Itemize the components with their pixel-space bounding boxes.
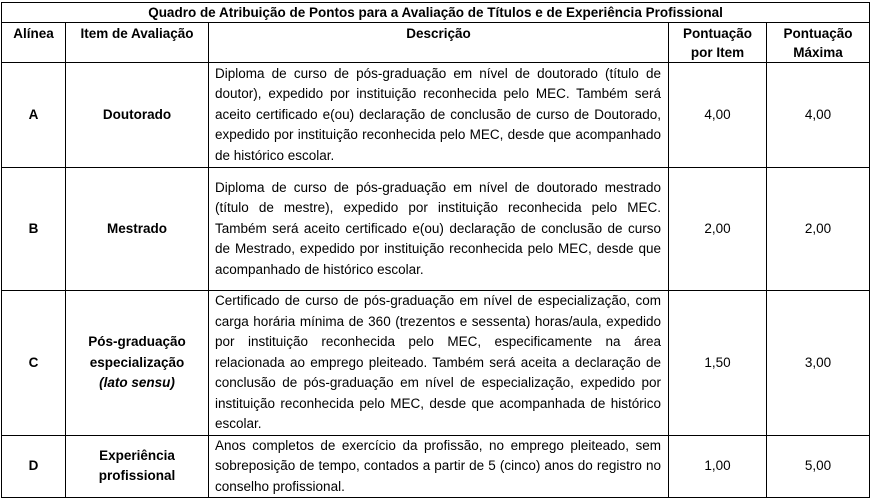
cell-item-line2: especialização	[89, 354, 185, 370]
header-row	[2, 23, 870, 63]
cell-pontuacao-maxima: 4,00	[767, 63, 870, 168]
cell-pontuacao-item: 2,00	[669, 168, 767, 291]
header-item: Item de Avaliação	[66, 23, 209, 63]
cell-alinea: A	[2, 63, 66, 168]
header-alinea: Alínea	[2, 23, 66, 63]
cell-item: Mestrado	[66, 168, 209, 291]
cell-pontuacao-item: 1,00	[669, 435, 767, 498]
header-pontuacao-max-line2: Máxima	[793, 45, 843, 60]
table-row	[2, 435, 870, 498]
cell-pontuacao-maxima: 2,00	[767, 168, 870, 291]
cell-item-line2: profissional	[98, 468, 176, 484]
table-title: Quadro de Atribuição de Pontos para a Avaliação de Títulos e de Experiência Profissional	[2, 3, 870, 23]
cell-pontuacao-maxima: 3,00	[767, 291, 870, 436]
table-row	[2, 291, 870, 436]
header-pontuacao-item-line2: por Item	[690, 45, 745, 60]
cell-item-line3: (lato sensu)	[99, 375, 175, 390]
cell-item: Doutorado	[66, 63, 209, 168]
table-row	[2, 63, 870, 168]
header-descricao: Descrição	[209, 23, 669, 63]
cell-alinea: D	[2, 435, 66, 498]
cell-item-line1: Experiência	[99, 447, 175, 463]
cell-item-line1: Pós-graduação	[88, 334, 186, 349]
cell-pontuacao-item: 4,00	[669, 63, 767, 168]
header-pontuacao-maxima	[767, 23, 870, 63]
title-row	[2, 3, 870, 23]
header-pontuacao-max-line1: Pontuação	[783, 26, 853, 41]
cell-descricao: Diploma de curso de pós-graduação em nível de doutorado (título de doutor), expedido por instituição reconhecida pelo MEC. Também será aceito certificado e(ou) declaração de conclusão de curso de Doutorado, expedido por instituição reconhecida pelo MEC, desde que acompanhado de histórico escolar.	[209, 63, 669, 168]
cell-descricao: Certificado de curso de pós-graduação em nível de especialização, com carga horária mínima de 360 (trezentos e sessenta) horas/aula, expedido por instituição reconhecida pelo MEC, especificamente na área relacionada ao emprego pleiteado. Também será aceita a declaração de conclusão de pós-graduação em nível de especialização, expedido por instituição reconhecida pelo MEC, desde que acompanhada de histórico escolar.	[209, 291, 669, 436]
table-row	[2, 168, 870, 291]
cell-item	[66, 291, 209, 436]
cell-alinea: C	[2, 291, 66, 436]
cell-descricao: Diploma de curso de pós-graduação em nível de doutorado mestrado (título de mestre), expedido por instituição reconhecida pelo MEC. Também será aceito certificado e(ou) declaração de conclusão de curso de Mestrado, expedido por instituição reconhecida pelo MEC, desde que acompanhado de histórico escolar.	[209, 168, 669, 291]
header-pontuacao-item-line1: Pontuação	[682, 26, 752, 41]
cell-descricao: Anos completos de exercício da profissão, no emprego pleiteado, sem sobreposição de tempo, contados a partir de 5 (cinco) anos do registro no conselho profissional.	[209, 435, 669, 498]
cell-pontuacao-maxima: 5,00	[767, 435, 870, 498]
points-table	[1, 2, 870, 498]
cell-pontuacao-item: 1,50	[669, 291, 767, 436]
cell-alinea: B	[2, 168, 66, 291]
header-pontuacao-item	[669, 23, 767, 63]
cell-item	[66, 435, 209, 498]
